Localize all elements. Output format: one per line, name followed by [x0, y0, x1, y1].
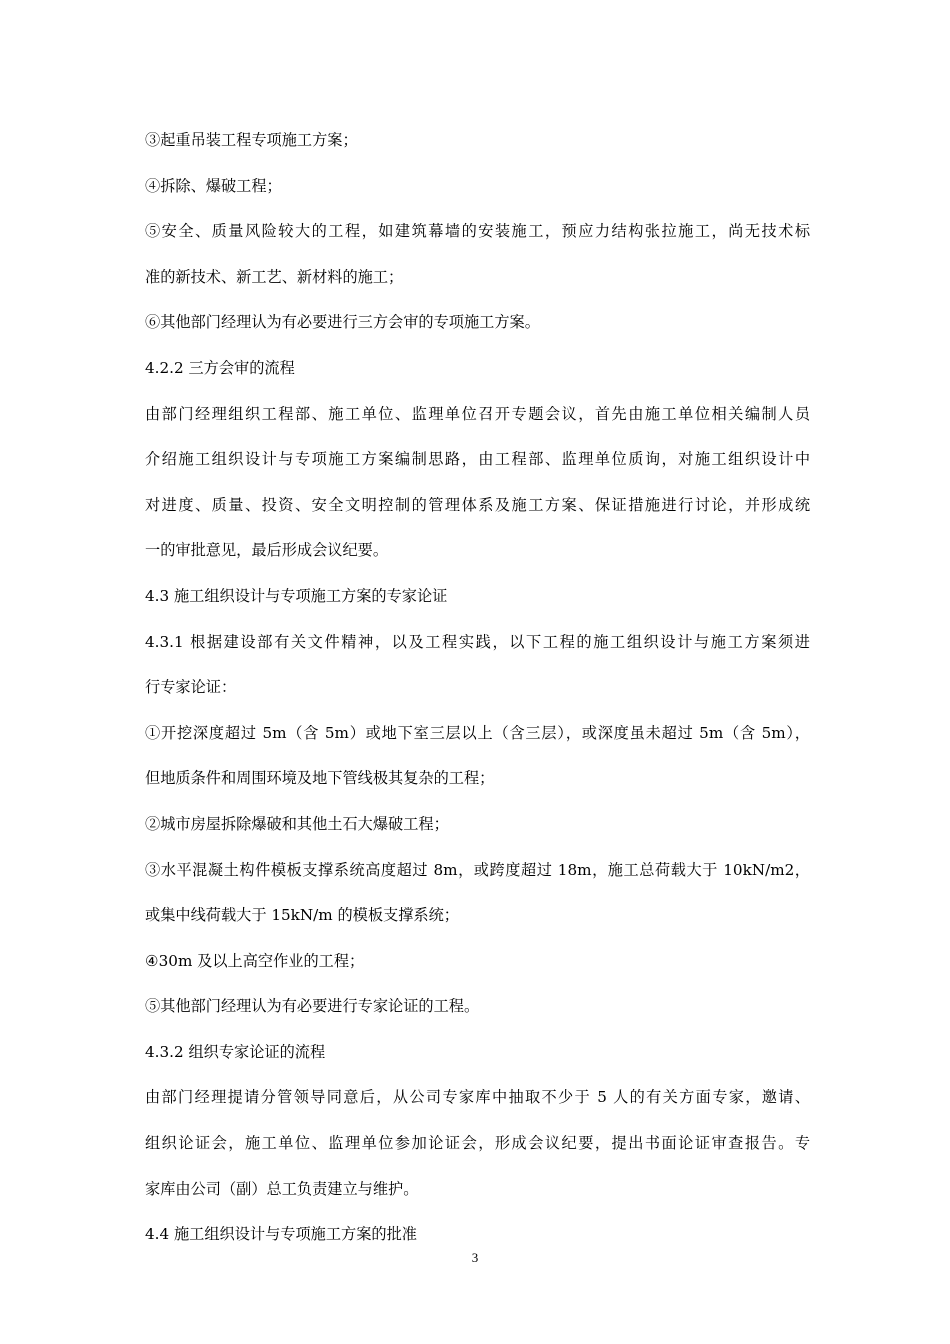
section-heading: 4.3 施工组织设计与专项施工方案的专家论证	[145, 586, 448, 605]
section-heading: 4.2.2 三方会审的流程	[145, 358, 295, 377]
text-line: 或集中线荷载大于 15kN/m 的模板支撑系统；	[145, 906, 459, 925]
text-line: 准的新技术、新工艺、新材料的施工；	[145, 267, 404, 286]
text-line: ②城市房屋拆除爆破和其他土石大爆破工程；	[145, 814, 449, 833]
section-heading: 4.4 施工组织设计与专项施工方案的批准	[145, 1225, 417, 1244]
text-line: 但地质条件和周围环境及地下管线极其复杂的工程；	[145, 769, 495, 788]
text-line: ⑥其他部门经理认为有必要进行三方会审的专项施工方案。	[145, 313, 540, 332]
text-line: 一的审批意见，最后形成会议纪要。	[145, 541, 388, 560]
text-line: 组织论证会，施工单位、监理单位参加论证会，形成会议纪要，提出书面论证审查报告。专	[145, 1134, 810, 1153]
text-line: 行专家论证：	[145, 678, 237, 697]
text-line: ⑤安全、质量风险较大的工程，如建筑幕墙的安装施工，预应力结构张拉施工，尚无技术标	[145, 222, 810, 241]
text-line: ①开挖深度超过 5m（含 5m）或地下室三层以上（含三层），或深度虽未超过 5m（含 5m），	[145, 723, 810, 742]
text-line: 介绍施工组织设计与专项施工方案编制思路，由工程部、监理单位质询，对施工组织设计中	[145, 450, 810, 469]
text-line: 家库由公司（副）总工负责建立与维护。	[145, 1179, 419, 1198]
text-line: ③起重吊装工程专项施工方案；	[145, 131, 358, 149]
text-line: 4.3.1 根据建设部有关文件精神，以及工程实践，以下工程的施工组织设计与施工方案须进	[145, 632, 810, 651]
text-line: ③水平混凝土构件模板支撑系统高度超过 8m，或跨度超过 18m，施工总荷载大于 10kN/m2，	[145, 860, 810, 879]
section-heading: 4.3.2 组织专家论证的流程	[145, 1042, 326, 1061]
text-line: 由部门经理提请分管领导同意后，从公司专家库中抽取不少于 5 人的有关方面专家，邀请、	[145, 1088, 810, 1107]
text-line: 由部门经理组织工程部、施工单位、监理单位召开专题会议，首先由施工单位相关编制人员	[145, 404, 810, 423]
text-line: ④30m 及以上高空作业的工程；	[145, 951, 365, 970]
text-line: ④拆除、爆破工程；	[145, 176, 282, 195]
body-text	[145, 124, 810, 1264]
text-line: 对进度、质量、投资、安全文明控制的管理体系及施工方案、保证措施进行讨论，并形成统	[145, 495, 810, 514]
page-number: 3	[471, 1250, 479, 1265]
text-line: ⑤其他部门经理认为有必要进行专家论证的工程。	[145, 997, 480, 1016]
